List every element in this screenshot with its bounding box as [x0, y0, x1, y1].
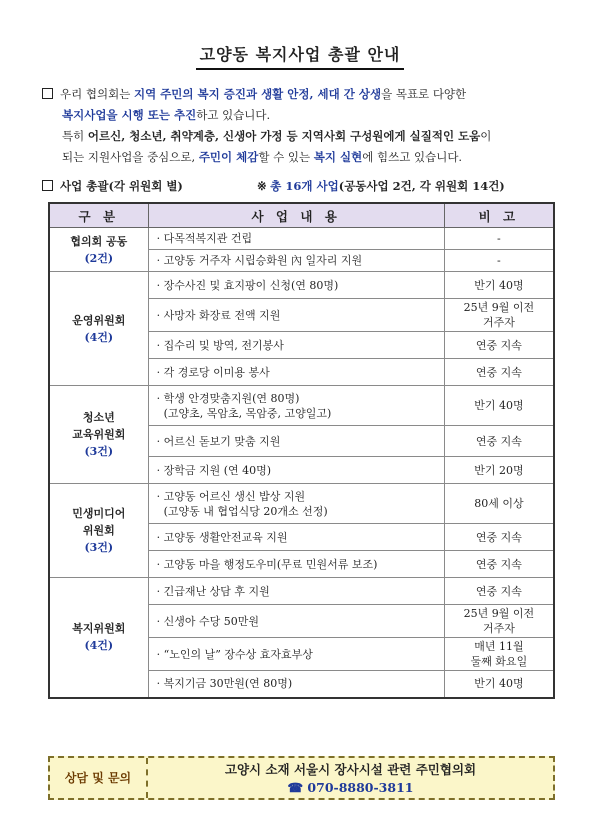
intro-text: 되는 지원사업을 중심으로, — [62, 150, 196, 164]
program-note: 연중 지속 — [444, 359, 554, 386]
table-row — [49, 578, 554, 605]
table-row — [49, 272, 554, 299]
program-note: 연중 지속 — [444, 426, 554, 457]
contact-org: 고양시 소재 서울시 장사시설 관련 주민협의회 — [224, 762, 477, 777]
program-content: · 어르신 돋보기 맞춤 지원 — [148, 426, 444, 457]
page-title: 고양동 복지사업 총괄 안내 — [196, 42, 405, 70]
program-note: 반기 20명 — [444, 457, 554, 484]
header-note: 비 고 — [444, 203, 554, 228]
program-content: · 사망자 화장료 전액 지원 — [148, 299, 444, 332]
program-content: · 복지기금 30만원(연 80명) — [148, 671, 444, 698]
contact-label: 상담 및 문의 — [50, 758, 148, 798]
program-content: · 고양동 어르신 생신 밥상 지원 (고양동 내 협업식당 20개소 선정) — [148, 484, 444, 524]
group-count: (3건) — [84, 445, 114, 458]
program-note: 연중 지속 — [444, 332, 554, 359]
program-note: - — [444, 250, 554, 272]
program-note: 연중 지속 — [444, 551, 554, 578]
summary-detail — [257, 178, 505, 194]
checkbox-icon — [42, 180, 53, 191]
group-cell — [49, 386, 148, 484]
program-content: · 장학금 지원 (연 40명) — [148, 457, 444, 484]
group-cell — [49, 272, 148, 386]
intro-text: 에 힘쓰고 있습니다. — [362, 150, 463, 164]
program-content: · 각 경로당 이미용 봉사 — [148, 359, 444, 386]
group-count: (2건) — [84, 251, 114, 265]
program-content: · 다목적복지관 건립 — [148, 228, 444, 250]
group-count: (3건) — [84, 541, 114, 554]
program-note: 반기 40명 — [444, 671, 554, 698]
program-note: 반기 40명 — [444, 386, 554, 426]
summary-total: 총 16개 사업 — [270, 179, 339, 193]
table-row — [49, 228, 554, 250]
program-table — [48, 202, 555, 699]
intro-highlight: 복지 실현 — [313, 150, 363, 164]
intro-highlight: 지역 주민의 복지 증진과 생활 안정, 세대 간 상생 — [133, 87, 382, 101]
program-note: 반기 40명 — [444, 272, 554, 299]
intro-highlight: 복지사업을 시행 또는 추진 — [62, 108, 197, 122]
summary-line — [42, 178, 562, 194]
intro-section — [42, 84, 562, 168]
program-content: · 고양동 거주자 시립승화원 內 일자리 지원 — [148, 250, 444, 272]
program-content: · 신생아 수당 50만원 — [148, 605, 444, 638]
program-note: 25년 9월 이전 거주자 — [444, 605, 554, 638]
intro-line-2 — [42, 105, 562, 126]
intro-text: 을 목표로 다양한 — [381, 87, 467, 101]
contact-phone: ☎ 070-8880-3811 — [287, 780, 414, 795]
program-content: · 고양동 마을 행정도우미(무료 민원서류 보조) — [148, 551, 444, 578]
title-wrap — [0, 42, 600, 70]
group-name: 운영위원회 — [72, 313, 126, 327]
group-name: 민생미디어 — [72, 507, 126, 520]
summary-breakdown: (공동사업 2건, 각 위원회 14건) — [338, 179, 505, 193]
program-content: · 고양동 생활안전교육 지원 — [148, 524, 444, 551]
summary-label: 사업 총괄(각 위원회 별) — [60, 179, 183, 193]
group-count: (4건) — [84, 639, 114, 653]
program-content: · 장수사진 및 효지팡이 신청(연 80명) — [148, 272, 444, 299]
header-content: 사 업 내 용 — [148, 203, 444, 228]
group-name: 복지위원회 — [72, 622, 126, 636]
group-cell — [49, 578, 148, 698]
program-note: 25년 9월 이전 거주자 — [444, 299, 554, 332]
intro-line-3 — [42, 126, 562, 147]
program-content: · 집수리 및 방역, 전기봉사 — [148, 332, 444, 359]
contact-text — [148, 761, 553, 797]
table-row — [49, 386, 554, 426]
group-cell — [49, 228, 148, 272]
intro-bold: 어르신, 청소년, 취약계층, 신생아 가정 등 지역사회 구성원에게 실질적인 도움 — [87, 129, 481, 143]
group-cell — [49, 484, 148, 578]
intro-line-1 — [42, 84, 562, 105]
intro-text: 특히 — [62, 129, 85, 143]
group-name: 협의회 공동 — [70, 234, 128, 248]
note-mark: ※ — [257, 179, 267, 193]
group-count: (4건) — [84, 330, 114, 344]
group-name: 위원회 — [82, 524, 115, 537]
intro-text: 하고 있습니다. — [196, 108, 271, 122]
intro-highlight: 주민이 체감 — [198, 150, 259, 164]
intro-text: 우리 협의회는 — [60, 87, 131, 101]
intro-text: 이 — [480, 129, 492, 143]
intro-text: 할 수 있는 — [258, 150, 311, 164]
table-row — [49, 484, 554, 524]
program-note: 매년 11월 둘째 화요일 — [444, 638, 554, 671]
contact-box — [48, 756, 555, 800]
header-category: 구 분 — [49, 203, 148, 228]
program-note: 80세 이상 — [444, 484, 554, 524]
program-content: · 긴급재난 상담 후 지원 — [148, 578, 444, 605]
group-name: 청소년 — [82, 411, 115, 424]
program-note: 연중 지속 — [444, 524, 554, 551]
intro-line-4 — [42, 147, 562, 168]
program-content: · “노인의 날” 장수상 효자효부상 — [148, 638, 444, 671]
table-header-row — [49, 203, 554, 228]
program-note: - — [444, 228, 554, 250]
checkbox-icon — [42, 88, 53, 99]
program-note: 연중 지속 — [444, 578, 554, 605]
program-content: · 학생 안경맞춤지원(연 80명) (고양초, 목암초, 목암중, 고양일고) — [148, 386, 444, 426]
group-name: 교육위원회 — [72, 428, 126, 441]
